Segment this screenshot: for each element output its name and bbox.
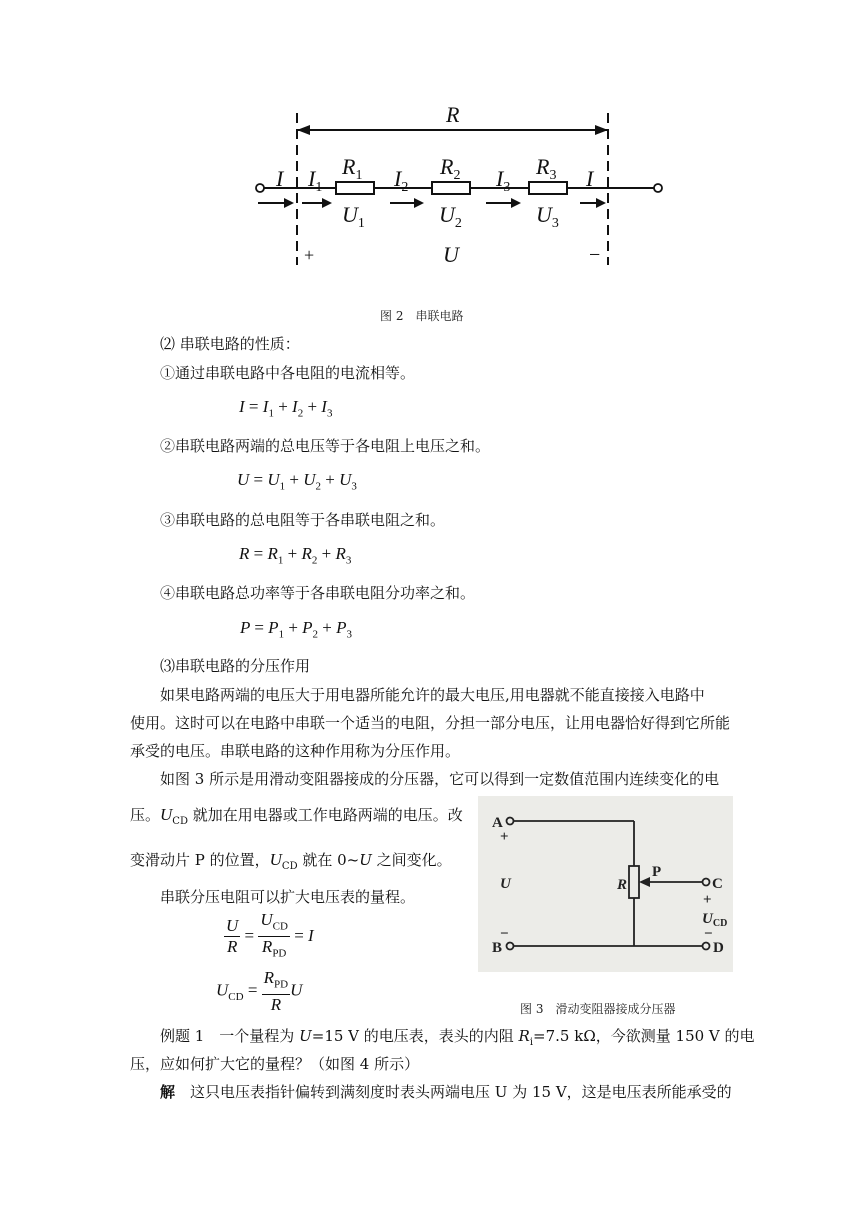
solution-line: 解 这只电压表指针偏转到满刻度时表头两端电压 U 为 15 V，这是电压表所能承受的	[160, 1083, 732, 1101]
equation-resistance: $R = R_1 + R_2 + R_3$	[239, 544, 352, 567]
para1-line3: 承受的电压。串联电路的这种作用称为分压作用。	[130, 742, 461, 760]
label-I3: $I_3$	[496, 166, 511, 195]
label-plus: +	[304, 245, 315, 265]
label-R1: $R_1$	[342, 154, 363, 183]
figure2-caption: 图 2 串联电路	[380, 309, 464, 323]
section3-heading: ⑶串联电路的分压作用	[160, 657, 311, 675]
para1-line2: 使用。这时可以在电路中串联一个适当的电阻，分担一部分电压，让用电器恰好得到它所能	[130, 714, 731, 732]
section2-heading: ⑵ 串联电路的性质：	[160, 335, 300, 353]
label-R2: $R_2$	[440, 154, 461, 183]
property-1-text: ①通过串联电路中各电阻的电流相等。	[160, 364, 416, 382]
terminal-A: A	[492, 815, 503, 831]
terminal-B: B	[492, 940, 503, 956]
example1-line2: 压，应如何扩大它的量程？（如图 4 所示）	[130, 1055, 420, 1073]
property-4-text: ④串联电路总功率等于各串联电阻分功率之和。	[160, 584, 476, 602]
voltage-divider-diagram	[478, 796, 733, 972]
terminal-C: C	[712, 876, 723, 892]
series-circuit-diagram	[240, 95, 680, 275]
label-minus: −	[589, 244, 601, 266]
label-R3: $R_3$	[536, 154, 557, 183]
property-3-text: ③串联电路的总电阻等于各串联电阻之和。	[160, 511, 446, 529]
figure3-caption: 图 3 滑动变阻器接成分压器	[520, 1002, 676, 1016]
equation-voltage: $U = U_1 + U_2 + U_3$	[237, 470, 357, 493]
terminal-B-minus: −	[500, 926, 509, 942]
para2-line3: 变滑动片 P 的位置，$U_{CD}$ 就在 0~U 之间变化。	[130, 850, 452, 872]
terminal-A-plus: +	[500, 829, 509, 845]
label-R-rheostat: R	[617, 877, 628, 893]
terminal-D: D	[713, 940, 724, 956]
label-U2: $U_2$	[439, 202, 462, 231]
label-U1: $U_1$	[342, 202, 365, 231]
label-U-input: U	[500, 876, 511, 892]
equation-current: $I = I_1 + I_2 + I_3$	[239, 397, 333, 420]
label-U: U	[443, 242, 459, 267]
para1-line1: 如果电路两端的电压大于用电器所能允许的最大电压,用电器就不能直接接入电路中	[160, 686, 705, 704]
label-I-out: I	[586, 166, 594, 191]
para2-line1: 如图 3 所示是用滑动变阻器接成的分压器，它可以得到一定数值范围内连续变化的电	[160, 770, 720, 788]
label-I1: $I_1$	[308, 166, 323, 195]
para2-line2: 压。$U_{CD}$ 就加在用电器或工作电路两端的电压。改	[130, 805, 463, 827]
equation-power: $P = P_1 + P_2 + P_3$	[240, 618, 353, 641]
label-I2: $I_2$	[394, 166, 409, 195]
formula-output-voltage: $U_{CD}$ = $\frac{R_{PD}}{R}$ U	[216, 968, 303, 1015]
label-R: R	[446, 102, 460, 127]
terminal-C-plus: +	[703, 892, 712, 908]
label-P-slider: P	[652, 864, 662, 880]
formula-divider-ratio: $\frac{U}{R}$ = $\frac{U_{CD}}{R_{PD}}$ = I	[226, 910, 314, 960]
terminal-D-minus: −	[704, 926, 713, 942]
property-2-text: ②串联电路两端的总电压等于各电阻上电压之和。	[160, 437, 491, 455]
label-I-in: I	[276, 166, 284, 191]
label-Ucd: $U_{CD}$	[702, 911, 728, 929]
example1-line1: 例题 1 一个量程为 U=15 V 的电压表，表头的内阻 $R_i=7.5$ kΩ，今欲测量 150 V 的电	[160, 1027, 755, 1048]
label-U3: $U_3$	[536, 202, 559, 231]
para3: 串联分压电阻可以扩大电压表的量程。	[160, 888, 416, 906]
